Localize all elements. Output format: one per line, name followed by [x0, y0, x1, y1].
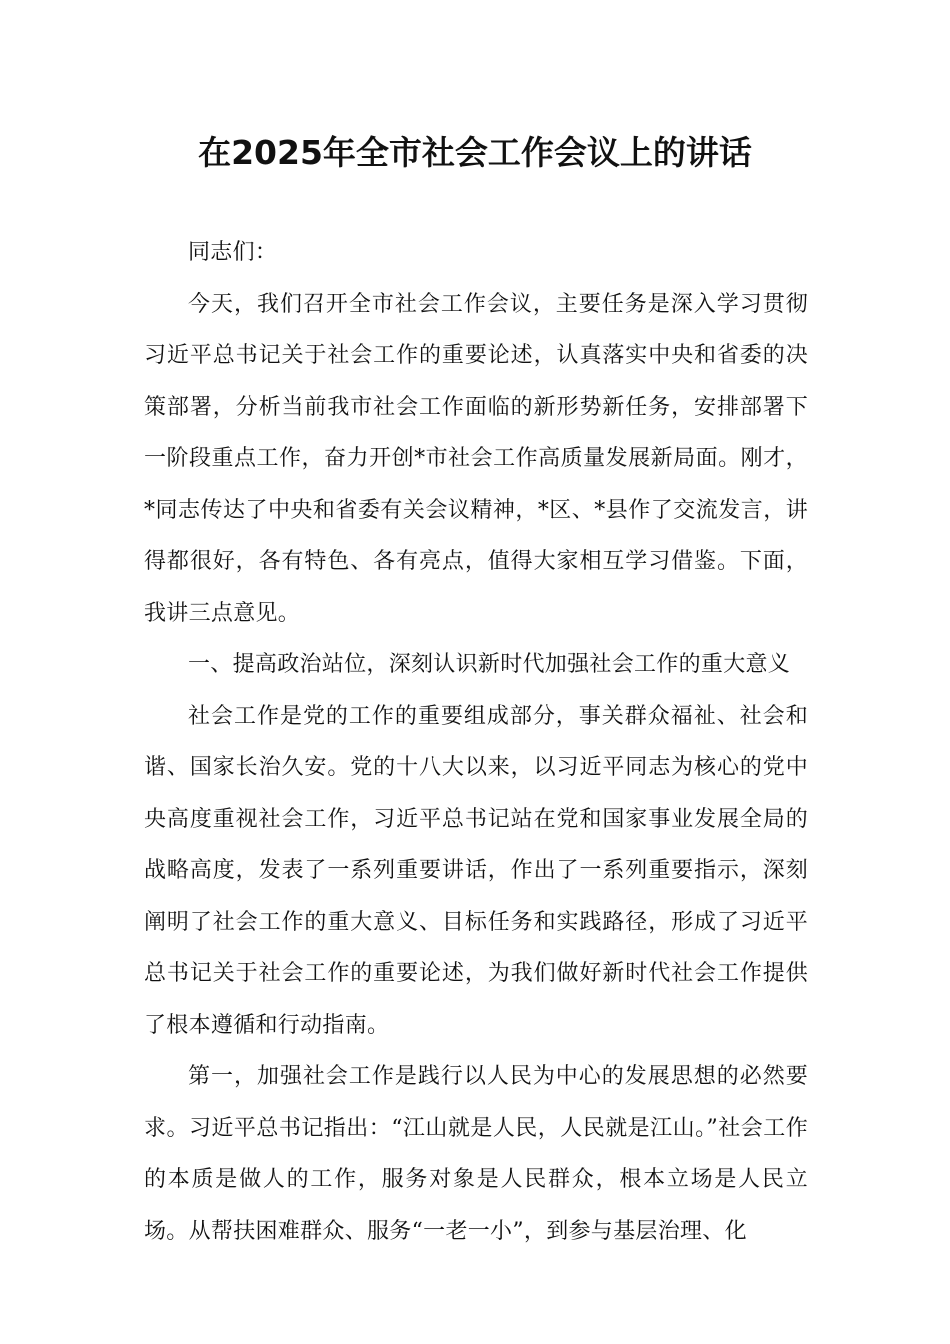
paragraph-significance: 社会工作是党的工作的重要组成部分，事关群众福祉、社会和谐、国家长治久安。党的十八大以来，以习近平同志为核心的党中央高度重视社会工作，习近平总书记站在党和国家事业发展全局的战略高度，发表了一系列重要讲话，作出了一系列重要指示，深刻阐明了社会工作的重大意义、目标任务和实践路径，形成了习近平总书记关于社会工作的重要论述，为我们做好新时代社会工作提供了根本遵循和行动指南。 [144, 703, 808, 1038]
document-title: 在2025年全市社会工作会议上的讲话 [198, 133, 752, 172]
salutation: 同志们： [188, 240, 278, 265]
paragraph-first-point: 第一，加强社会工作是践行以人民为中心的发展思想的必然要求。习近平总书记指出：“江山就是人民，人民就是江山。”社会工作的本质是做人的工作，服务对象是人民群众，根本立场是人民立场。从帮扶困难群众、服务“一老一小”，到参与基层治理、化 [144, 1064, 808, 1244]
paragraph-intro: 今天，我们召开全市社会工作会议，主要任务是深入学习贯彻习近平总书记关于社会工作的重要论述，认真落实中央和省委的决策部署，分析当前我市社会工作面临的新形势新任务，安排部署下一阶段重点工作，奋力开创*市社会工作高质量发展新局面。刚才，*同志传达了中央和省委有关会议精神，*区、*县作了交流发言，讲得都很好，各有特色、各有亮点，值得大家相互学习借鉴。下面，我讲三点意见。 [144, 291, 808, 626]
section-heading-1: 一、提高政治站位，深刻认识新时代加强社会工作的重大意义 [188, 652, 791, 677]
document-body [144, 227, 808, 1257]
